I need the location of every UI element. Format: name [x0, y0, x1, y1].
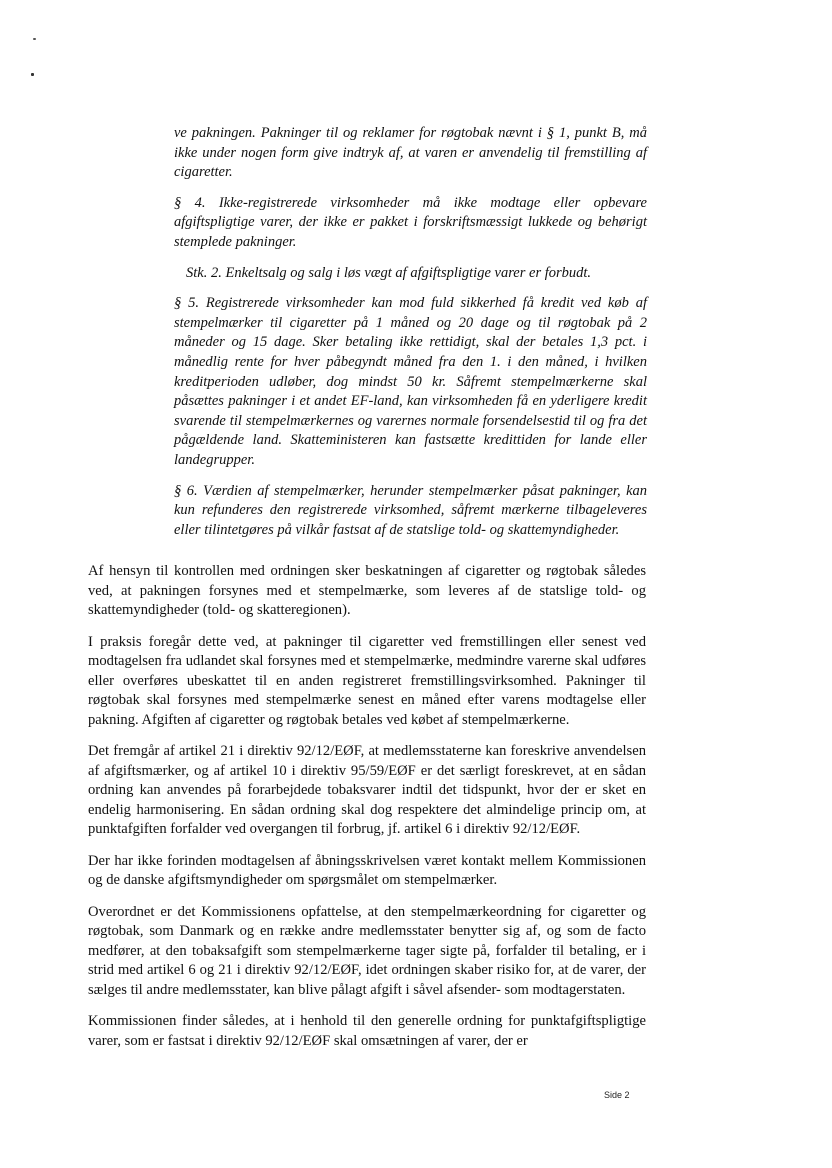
scan-speck	[31, 73, 34, 76]
body-text	[88, 562, 646, 1063]
quote-paragraph: § 4. Ikke-registrerede virksomheder må ikke modtage eller opbevare afgiftspligtige varer, der ikke er pakket i forskriftsmæssigt lukkede og behørigt stemplede pakninger.	[174, 194, 647, 250]
quote-paragraph: ve pakningen. Pakninger til og reklamer for røgtobak nævnt i § 1, punkt B, må ikke under nogen form give indtryk af, at varen er anvendelig til fremstilling af cigaretter.	[174, 125, 647, 181]
page-number: Side 2	[604, 1090, 630, 1100]
body-paragraph: Af hensyn til kontrollen med ordningen sker beskatningen af cigaretter og røgtobak således ved, at pakningen forsynes med et stempelmærke, som leveres af de statslige told- og skattemyndigheder (told- og skatteregionen).	[88, 563, 646, 618]
body-paragraph: Det fremgår af artikel 21 i direktiv 92/12/EØF, at medlemsstaterne kan foreskrive anvendelsen af afgiftsmærker, og af artikel 10 i direktiv 95/59/EØF er det særligt foreskrevet, at en sådan ordning kan anvendes på forarbejdede tobaksvarer indtil det tidspunkt, hvor der er sket en endelig harmonisering. En sådan ordning skal dog respektere det almindelige princip om, at punktafgiften forfalder ved overgangen til forbrug, jf. artikel 6 i direktiv 92/12/EØF.	[88, 743, 646, 837]
quote-paragraph: § 5. Registrerede virksomheder kan mod fuld sikkerhed få kredit ved køb af stempelmærker til cigaretter på 1 måned og 20 dage og til røgtobak på 2 måneder og 15 dage. Sker betaling ikke rettidigt, skal der betales 1,3 pct. i månedlig rente for hver påbegyndt måned fra den 1. i den måned, i hvilken kreditperioden udløber, dog mindst 50 kr. Såfremt stempelmærkerne skal påsættes pakninger i et andet EF-land, kan virksomheden få en yderligere kredit svarende til stempelmærkernes og varernes normale forsendelsestid til og fra det pågældende land. Skatteministeren kan fastsætte kredittiden for lande eller landegrupper.	[174, 295, 647, 468]
quote-paragraph: § 6. Værdien af stempelmærker, herunder stempelmærker påsat pakninger, kan kun refunderes den registrerede virksomhed, såfremt mærkerne tilbageleveres eller tilintetgøres på vilkår fastsat af de statslige told- og skattemyndigheder.	[174, 482, 647, 538]
scan-speck	[33, 38, 36, 40]
quote-paragraph: Stk. 2. Enkeltsalg og salg i løs vægt af afgiftspligtige varer er forbudt.	[186, 264, 592, 281]
body-paragraph: I praksis foregår dette ved, at pakninger til cigaretter ved fremstillingen eller senest ved modtagelsen fra udlandet skal forsynes med et stempelmærke, medmindre varerne skal udføres eller overføres ubeskattet til en anden registreret fremstillingsvirksomhed. Pakninger til røgtobak skal forsynes med stempelmærke senest en måned efter varens modtagelse eller pakning. Afgiften af cigaretter og røgtobak betales ved købet af stempelmærkerne.	[88, 633, 646, 728]
body-paragraph: Overordnet er det Kommissionens opfattelse, at den stempelmærkeordning for cigaretter og røgtobak, som Danmark og en række andre medlemsstater benytter sig af, og som de facto medfører, at den tobaksafgift som stempelmærkerne tager sigte på, forfalder til betaling, er i strid med artikel 6 og 21 i direktiv 92/12/EØF, idet ordningen skaber risiko for, at de varer, der sælges til andre medlemsstater, kan blive pålagt afgift i såvel afsender- som modtagerstaten.	[88, 903, 646, 998]
body-paragraph: Der har ikke forinden modtagelsen af åbningsskrivelsen været kontakt mellem Kommissionen og de danske afgiftsmyndigheder om spørgsmålet om stempelmærker.	[88, 852, 646, 888]
quoted-law-text	[174, 124, 647, 551]
body-paragraph: Kommissionen finder således, at i henhold til den generelle ordning for punktafgiftspligtige varer, som er fastsat i direktiv 92/12/EØF skal omsætningen af varer, der er	[88, 1013, 646, 1049]
